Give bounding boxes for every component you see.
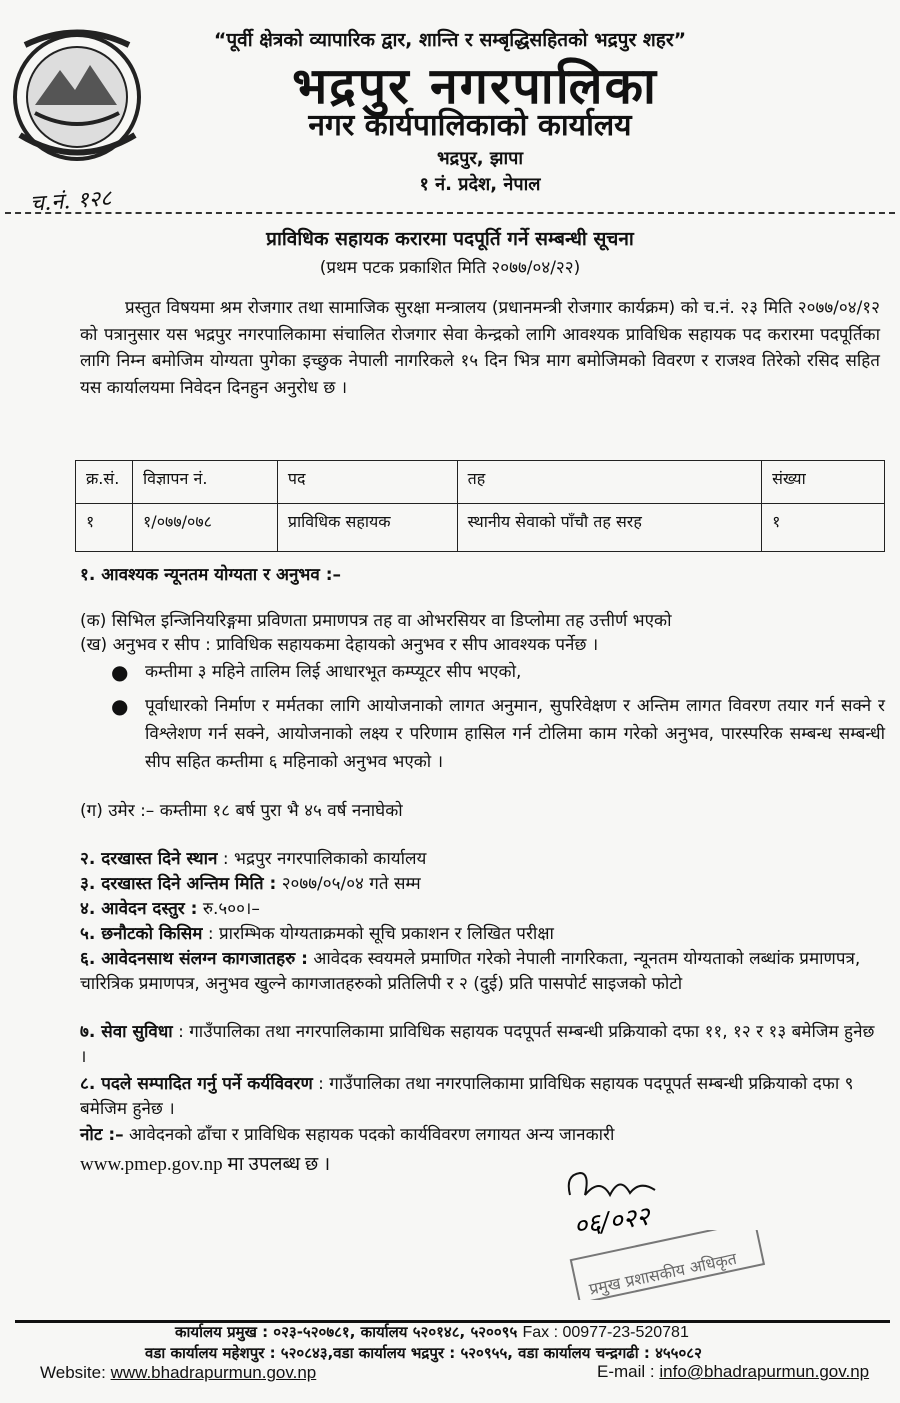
bullet-text: कम्तीमा ३ महिने तालिम लिई आधारभूत कम्प्यूटर सीप भएको, <box>145 662 522 682</box>
slogan: “पूर्वी क्षेत्रको व्यापारिक द्वार, शान्ति र सम्बृद्धिसहितको भद्रपुर शहर” <box>213 29 687 51</box>
item-label: नोट :– <box>80 1125 124 1145</box>
table-header-cell: संख्या <box>762 461 885 504</box>
footer-office-phones: कार्यालय प्रमुख : ०२३-५२०७८१, कार्यालय ५२०१४८, ५२००९५ <box>175 1323 518 1341</box>
table-header-cell: क्र.सं. <box>76 461 133 504</box>
item-text: २०७७/०५/०४ गते सम्म <box>276 874 421 894</box>
table-cell: १ <box>762 504 885 552</box>
item-text: : भद्रपुर नगरपालिकाको कार्यालय <box>217 849 427 869</box>
list-item <box>80 1072 880 1122</box>
item-label: ७. सेवा सुविधा <box>80 1022 173 1042</box>
list-item <box>80 947 880 997</box>
item-text: : गाउँपालिका तथा नगरपालिकामा प्राविधिक सहायक पदपूपर्त सम्बन्धी प्रक्रियाको दफा ९ बमेजिम हुनेछ । <box>80 1074 854 1119</box>
item-text: : गाउँपालिका तथा नगरपालिकामा प्राविधिक सहायक पदपूपर्त सम्बन्धी प्रक्रियाको दफा ११, १२ र १३ बमेजिम हुनेछ । <box>80 1022 875 1067</box>
notice-subtitle: (प्रथम पटक प्रकाशित मिति २०७७/०४/२२) <box>319 258 581 278</box>
official-stamp <box>568 1230 768 1300</box>
table-header-row <box>76 461 885 504</box>
table-row <box>76 504 885 552</box>
intro-paragraph: प्रस्तुत विषयमा श्रम रोजगार तथा सामाजिक सुरक्षा मन्त्रालय (प्रधानमन्त्री रोजगार कार्यक्रम) को च.नं. २३ मिति २०७७/०४/१२ को पत्रानुसार यस भद्रपुर नगरपालिकामा संचालित रोजगार सेवा केन्द्रको लागि आवश्यक प्राविधिक सहायक पद करारमा पदपूर्तिका लागि निम्न बमोजिम योग्यता पुगेका इच्छुक नेपाली नागरिकले १५ दिन भित्र माग बमोजिमको विवरण र राजश्व तिरेको रसिद सहित यस कार्यालयमा निवेदन दिनहुन अनुरोध छ । <box>80 298 880 398</box>
item-text: आवेदक स्वयमले प्रमाणित गरेको नेपाली नागरिकता, न्यूनतम योग्यताको लब्धांक प्रमाणपत्र, चारित्रिक प्रमाणपत्र, अनुभव खुल्ने कागजातहरुको प्रतिलिपी र २ (दुई) प्रति पासपोर्ट साइजको फोटो <box>80 949 861 994</box>
table-cell: १ <box>76 504 133 552</box>
item-label: ६. आवेदनसाथ संलग्न कागजातहरु : <box>80 949 308 969</box>
website-label: Website: <box>40 1363 106 1382</box>
qualification-kha: (ख) अनुभव र सीप : प्राविधिक सहायकमा देहायको अनुभव र सीप आवश्यक पर्नेछ । <box>80 635 599 655</box>
list-item <box>80 872 880 897</box>
list-item <box>80 897 880 922</box>
item-text: रु.५००।– <box>197 899 260 919</box>
item-label: ३. दरखास्त दिने अन्तिम मिति : <box>80 874 277 894</box>
address-line1: भद्रपुर, झापा <box>436 148 524 169</box>
qualification-ga: (ग) उमेर :– कम्तीमा १८ बर्ष पुरा भै ४५ वर्ष ननाघेको <box>80 801 403 821</box>
list-item <box>80 847 880 872</box>
table-header-cell: पद <box>277 461 457 504</box>
footer-phone-line <box>175 1322 689 1342</box>
bullet-icon: ● <box>111 694 129 718</box>
table-cell: स्थानीय सेवाको पाँचौ तह सरह <box>457 504 761 552</box>
bullet-icon: ● <box>111 660 129 684</box>
list-item <box>111 692 885 776</box>
table-header-cell: तह <box>457 461 761 504</box>
bullet-text: पूर्वाधारको निर्माण र मर्मतका लागि आयोजनाको लागत अनुमान, सुपरिवेक्षण र अन्तिम लागत विवरण तयार गर्न सक्ने र विश्लेशण गर्न सक्ने, आयोजनाको लक्ष्य र परिणाम हासिल गर्न टोलिमा काम गरेको अनुभव, पारस्परिक सम्बन्ध सम्बन्धी सीप सहित कम्तीमा ६ महिनाको अनुभव भएको । <box>145 696 885 772</box>
header-divider <box>5 212 895 214</box>
item-label: २. दरखास्त दिने स्थान <box>80 849 218 869</box>
website-link[interactable]: www.bhadrapurmun.gov.np <box>110 1363 317 1382</box>
table-header-cell: विज्ञापन नं. <box>132 461 277 504</box>
email-label: E-mail : <box>597 1362 655 1381</box>
address-line2: १ नं. प्रदेश, नेपाल <box>419 174 541 195</box>
item-text: : प्रारम्भिक योग्यताक्रमको सूचि प्रकाशन र लिखित परीक्षा <box>202 924 554 944</box>
list-item <box>111 658 885 686</box>
footer-website <box>40 1363 316 1383</box>
vacancy-table <box>75 460 885 552</box>
stamp-text: प्रमुख प्रशासकीय अधिकृत <box>587 1248 739 1299</box>
item-label: ८. पदले सम्पादित गर्नु पर्ने कर्यविवरण <box>80 1074 313 1094</box>
qualification-heading: १. आवश्यक न्यूनतम योग्यता र अनुभव :– <box>80 565 342 585</box>
list-item <box>80 922 880 947</box>
footer-fax: Fax : 00977-23-520781 <box>522 1324 689 1341</box>
footer-ward-phones: वडा कार्यालय महेशपुर : ५२०८४३,वडा कार्यालय भद्रपुर : ५२०९५५, वडा कार्यालय चन्द्रगढी : ४५५०८२ <box>145 1344 702 1362</box>
list-item <box>80 1123 880 1148</box>
footer-email <box>597 1362 869 1382</box>
signature-date: ०६/०२२ <box>571 1201 652 1242</box>
reference-number: च.नं. १२८ <box>29 186 113 217</box>
office-name: नगर कार्यपालिकाको कार्यालय <box>308 108 632 143</box>
email-link[interactable]: info@bhadrapurmun.gov.np <box>659 1362 870 1381</box>
table-cell: १/०७७/०७८ <box>132 504 277 552</box>
notice-title: प्राविधिक सहायक करारमा पदपूर्ति गर्ने सम्बन्धी सूचना <box>266 228 634 250</box>
qualification-ka: (क) सिभिल इन्जिनियरिङ्गमा प्रविणता प्रमाणपत्र तह वा ओभरसियर वा डिप्लोमा तह उत्तीर्ण भएको <box>80 611 672 631</box>
item-text: आवेदनको ढाँचा र प्राविधिक सहायक पदको कार्यविवरण लगायत अन्य जानकारी <box>123 1125 615 1145</box>
web-note: www.pmep.gov.np मा उपलब्ध छ । <box>80 1154 331 1175</box>
item-label: ४. आवेदन दस्तुर : <box>80 899 198 919</box>
municipality-name: भद्रपुर नगरपालिका <box>292 57 658 115</box>
item-label: ५. छनौटको किसिम <box>80 924 203 944</box>
table-cell: प्राविधिक सहायक <box>277 504 457 552</box>
list-item <box>80 1020 880 1070</box>
